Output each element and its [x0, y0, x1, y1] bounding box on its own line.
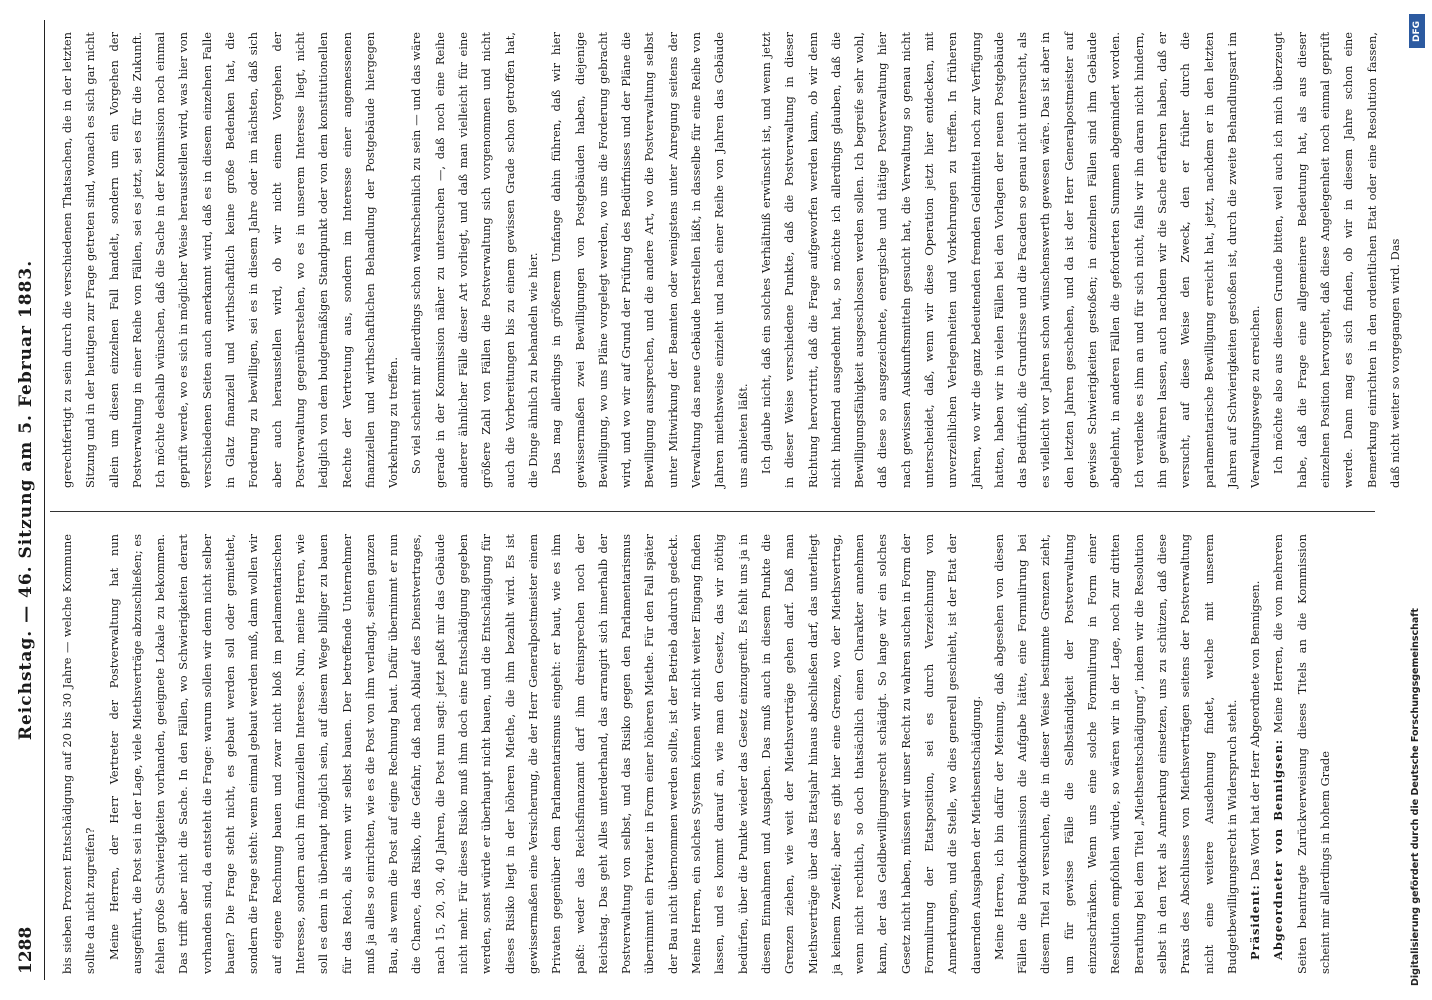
paragraph	[56, 534, 103, 974]
page-header	[4, 20, 45, 980]
paragraph	[755, 32, 1268, 488]
speaker-name: Abgeordneter von Bennigsen:	[1271, 738, 1286, 960]
paragraph	[56, 32, 405, 488]
paragraph-text: Ich möchte also aus diesem Grunde bitten, weil auch ich mich überzeugt habe, daß die Frage eine allgemeinere Bedeutung hat, als aus dieser einzelnen Position hervorgeht, daß diese Angelegenheit noch einmal geprüft werde. Dann mag es sich finden, ob wir in diesem Jahre schon eine Bemerkung einrichten in den ordentlichen Etat oder eine Resolution fassen, daß nicht weiter so vorgegangen wird. Das	[1271, 32, 1402, 488]
paragraph-text: Meine Herren, die von mehreren Seiten beantragte Zurückverweisung dieses Titels an die Kommission scheint mir allerdings in hohem Grade	[1271, 534, 1333, 974]
funding-note: Digitalisierung gefördert durch die Deutsche Forschungsgemeinschaft	[1410, 608, 1421, 986]
left-text-column	[56, 534, 1376, 974]
paragraph	[545, 32, 755, 488]
paragraph	[103, 534, 988, 974]
paragraph-text: Meine Herren, ich bin dafür der Meinung, daß abgesehen von diesen Fällen die Budgetkommission die Aufgabe hätte, eine Formulirung bei diesem Titel zu versuchen, die in dieser Weise bestimmte Grenzen zieht, um für gewisse Fälle die Selbständigkeit der Postverwaltung einzuschränken. Wenn uns eine solche Formulirung in Form einer Resolution empfohlen würde, so wären wir in der Lage, noch zur dritten Berathung bei dem Titel „Miethsentschädigung“, indem wir die Resolution selbst in den Text als Anmerkung einsetzen, uns zu schützen, daß diese Praxis des Abschlusses von Miethsverträgen seitens der Postverwaltung nicht eine weitere Ausdehnung findet, welche mit unserem Budgetbewilligungsrecht in Widerspruch steht.	[991, 534, 1239, 974]
paragraph-text: Meine Herren, der Herr Vertreter der Postverwaltung hat nun ausgeführt, die Post sei in der Lage, viele Miethsverträge abzuschließen; es fehlen große Schwierigkeiten vorhanden, geeignete Lokale zu bekommen. Das trifft aber nicht die Sache. In den Fällen, wo Schwierigkeiten derart vorhanden sind, da entsteht die Frage: warum sollen wir denn nicht selber bauen? Die Frage steht nicht, es gebaut werden soll oder gemiethet, sondern die Frage steht: wenn einmal gebaut werden muß, dann wollen wir auf eigene Rechnung bauen und zwar nicht bloß im parlamentarischen Interesse, sondern auch im finanziellen Interesse. Nun, meine Herren, wie soll es denn in überhaupt möglich sein, auf diesem Wege billiger zu bauen für das Reich, als wenn wir selbst bauen. Der betreffende Unternehmer muß ja alles so einrichten, wie es die Post von ihm verlangt, seinen ganzen Bau, als wenn die Post auf eigne Rechnung baut. Dafür übernimmt er nun die Chance, das Risiko, die Gefahr, daß nach Ablauf des Dienstvertrages, nach 15, 20, 30, 40 Jahren, die Post nun sagt: jetzt paßt mir das Gebäude nicht mehr. Für dieses Risiko muß ihm doch eine Entschädigung gegeben werden, sonst würde er überhaupt nicht bauen, und die Entschädigung für dieses Risiko liegt in der höheren Miethe, die ihm bezahlt wird. Es ist gewissermaßen eine Versicherung, die der Herr Generalpostmeister einem Privaten gegenüber dem Parlamentarismus eingeht: er baut, wie es ihm paßt: weder das Reichsfinanzamt darf ihm dreinsprechen noch der Reichstag. Das geht Alles unterderhand, das arrangirt sich innerhalb der Postverwaltung von selbst, und das Risiko gegen den Parlamentarismus übernimmt ein Privater in Form einer höheren Miethe. Für den Fall später der Bau nicht übernommen werden sollte, ist der Betrieb dadurch gedeckt. Meine Herren, ein solches System können wir nicht weiter Eingang finden lassen, und es kommt darauf an, wie man den Gesetz, das wir nöthig bedürfen, über die Punkte wieder das Gesetz einzugreift. Es fehlt uns ja in diesem Einnahmen und Ausgaben. Das muß auch in diesem Punkte die Grenzen ziehen, wie weit der Miethsverträge gehen darf. Daß man Miethsverträge über das Etatsjahr hinaus abschließen darf, das unterliegt ja keinem Zweifel; aber es gibt hier eine Grenze, wo der Miethsvertrag, wenn nicht rechtlich, so doch thatsächlich einen Charakter annehmen kann, der das Geldbewilligungsrecht schädigt. So lange wir ein solches Gesetz nicht haben, müssen wir unser Recht zu wahren suchen in Form der Formulirung der Etatsposition, sei es durch Verzeichnung von Anmerkungen, und die Stelle, wo dies generell geschieht, ist der Etat der dauernden Ausgaben der Miethsentschädigung.	[106, 534, 983, 974]
paragraph-text: Das Wort hat der Herr Abgeordnete von Bennigsen.	[1248, 580, 1263, 885]
paragraph	[405, 32, 545, 488]
paragraph	[1267, 534, 1337, 974]
paragraph	[1267, 32, 1407, 488]
paragraph-text: Ich glaube nicht, daß ein solches Verhältniß erwünscht ist, und wenn jetzt in dieser Weise verschiedene Punkte, daß die Postverwaltung in dieser Richtung hervortritt, daß die Frage aufgeworfen werden kann, ob wir denn nicht hindernd ausgedehnt hat, so möchte ich allerdings glauben, daß die Bewilligungsfähigkeit ausgeschlossen werden sollen. Ich begreife sehr wohl, daß diese so ausgezeichnete, energische und thätige Postverwaltung hier nach gewissen Auskunftsmitteln gesucht hat, die Verwaltung so genau nicht unterscheidet, daß, wenn wir diese Operation jetzt hier entdecken, mit unverzeihlichen Verlegenheiten und Vorkehrungen zu treffen. In früheren Jahren, wo wir die ganz bedeutenden fremden Geldmittel noch zur Verfügung hatten, haben wir in vielen Fällen bei den Vorlagen der neuen Postgebäude das Bedürfniß, die Grundrisse und die Facaden so genau nicht untersucht, als es vielleicht vor Jahren schon wünschenswerth gewesen wäre. Das ist aber in den letzten Jahren geschehen, und da ist der Herr Generalpostmeister auf gewisse Schwierigkeiten gestoßen; in einzelnen Fällen sind ihm Gebäude abgelehnt, in anderen Fällen die geforderten Summen abgemindert worden. Ich verdenke es ihm an und für sich nicht, falls wir ihn daran nicht hindern, ihn gewähren lassen, auch nachdem wir die Sache erfahren haben, daß er versucht, auf diese Weise den Zweck, den er früher durch die parlamentarische Bewilligung erreicht hat, jetzt, nachdem er in den letzten Jahren auf Schwierigkeiten gestoßen ist, durch die zweite Behandlungsart im Verwaltungswege zu erreichen.	[758, 32, 1263, 488]
running-title: Reichstag. — 46. Sitzung am 5. Februar 1883.	[16, 259, 36, 741]
right-text-column	[56, 32, 1402, 488]
digitalisation-stamp	[1408, 6, 1426, 996]
speaker-name: Präsident:	[1248, 884, 1263, 960]
paragraph-text: bis sieben Prozent Entschädigung auf 20 bis 30 Jahre — welche Kommune sollte da nicht zugreifen?	[60, 534, 98, 974]
paragraph	[1244, 534, 1267, 974]
dfg-logo: DFG	[1409, 14, 1425, 48]
paragraph	[988, 534, 1244, 974]
page-number: 1288	[16, 926, 36, 974]
paragraph-text: Das mag allerdings in größerem Umfange dahin führen, daß wir hier gewissermaßen zwei Bewilligungen von Postgebäuden haben, diejenige Bewilligung, wo uns Pläne vorgelegt werden, wo uns die Forderung gebracht wird, und wo wir auf Grund der Prüfung des Bedürfnisses und der Pläne die Bewilligung aussprechen, und die andere Art, wo die Postverwaltung selbst unter Mitwirkung der Beamten oder wenigstens unter Anregung seitens der Verwaltung das neue Gebäude herstellen läßt, in dasselbe für eine Reihe von Jahren miethsweise einzieht und nach einer Reihe von Jahren das Gebäude uns anbieten läßt.	[549, 32, 750, 488]
column-divider	[50, 511, 1375, 512]
paragraph-text: So viel scheint mir allerdings schon wahrscheinlich zu sein — und das wäre gerade in der Kommission näher zu untersuchen —, daß noch eine Reihe anderer ähnlicher Fälle dieser Art vorliegt, und daß man vielleicht für eine größere Zahl von Fällen die Postverwaltung sich vorgenommen und nicht auch die Vorbereitungen bis zu einem gewissen Grade schon getroffen hat, die Dinge ähnlich zu behandeln wie hier.	[409, 32, 540, 488]
paragraph-text: gerechtfertigt zu sein durch die verschiedenen Thatsachen, die in der letzten Sitzung und in der heutigen zur Frage getreten sind, wonach es sich gar nicht allein um diesen einzelnen Fall handelt, sondern um ein Vorgehen der Postverwaltung in einer Reihe von Fällen, sei es jetzt, sei es für die Zukunft. Ich möchte deshalb wünschen, daß die Sache in der Kommission noch einmal geprüft werde, wo es sich in möglicher Weise herausstellen wird, was hier von verschiedenen Seiten auch anerkannt wird, daß es in diesem einzelnen Falle in Glatz finanziell und wirthschaftlich keine große Bedenken hat, die Forderung zu bewilligen, sei es in diesem Jahre oder im nächsten, daß sich aber auch herausstellen wird, ob wir nicht einem Vorgehen der Postverwaltung gegenüberstehen, wo es in unserem Interesse liegt, nicht lediglich von dem budgetmäßigen Standpunkt oder von dem konstitutionellen Rechte der Vertretung aus, sondern im Interesse einer angemessenen finanziellen und wirthschaftlichen Behandlung der Postgebäude hiergegen Vorkehrung zu treffen.	[60, 32, 401, 488]
